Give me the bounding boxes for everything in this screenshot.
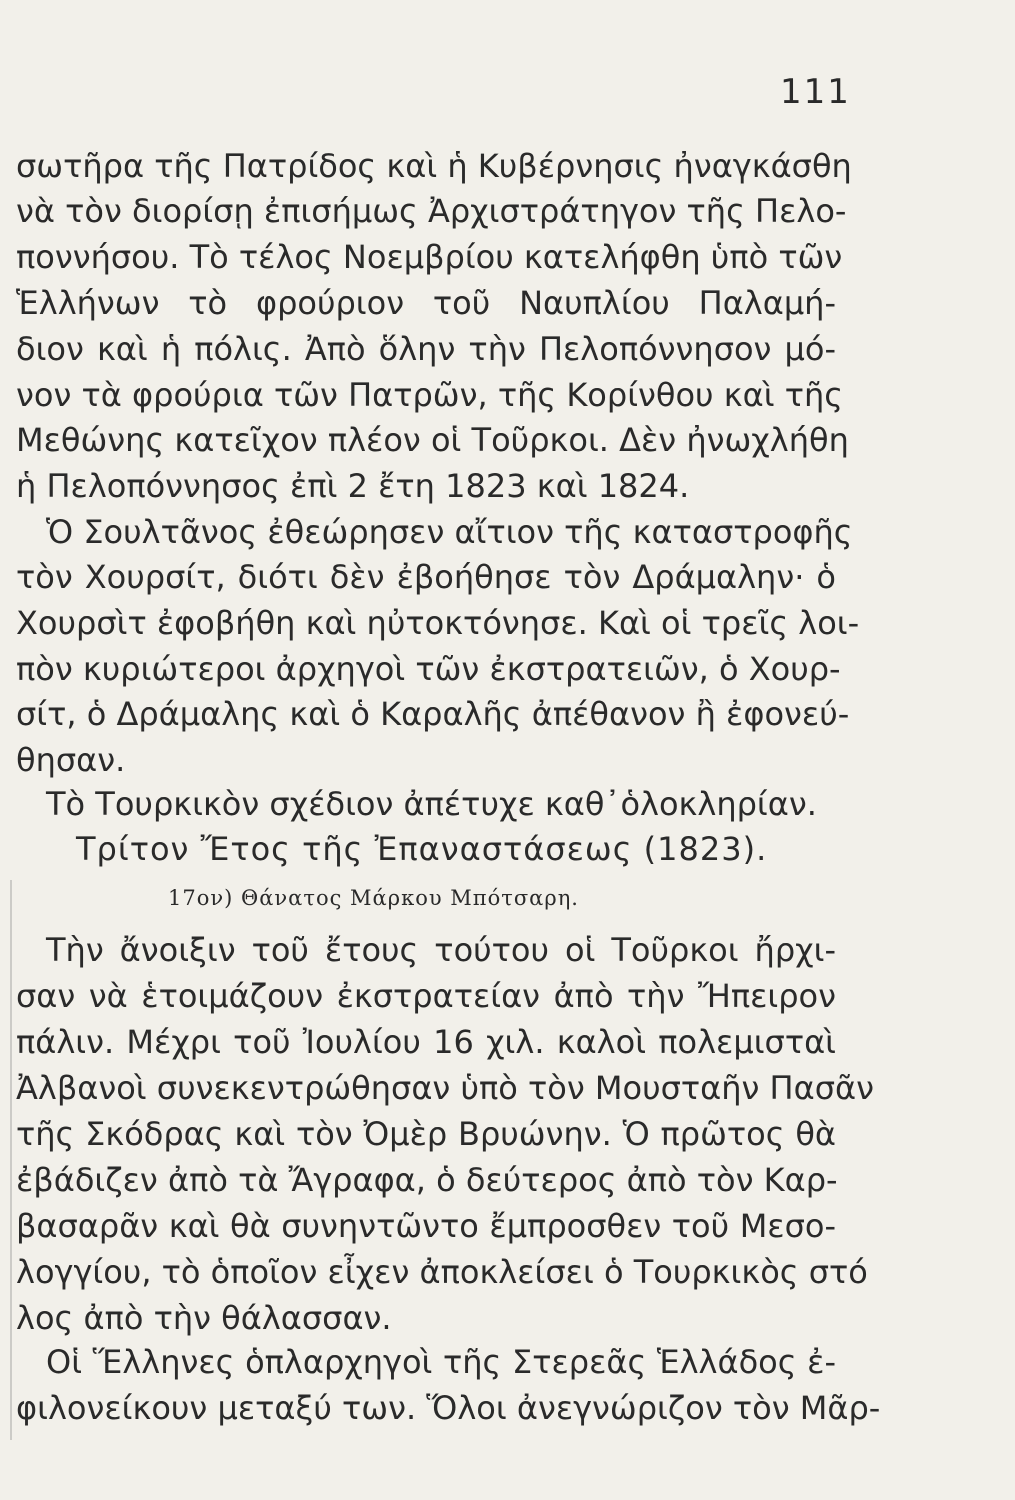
text-line: σαν νὰ ἑτοιμάζουν ἐκστρατείαν ἀπὸ τὴν Ἤπειρον [16,977,836,1015]
text-line: πάλιν. Μέχρι τοῦ Ἰουλίου 16 χιλ. καλοὶ πολεμισταὶ [16,1023,836,1061]
text-line: Ὁ Σουλτᾶνος ἐθεώρησεν αἴτιον τῆς καταστροφῆς [46,513,853,551]
text-line: πὸν κυριώτεροι ἀρχηγοὶ τῶν ἐκστρατειῶν, ὁ Χουρ- [16,650,841,688]
text-line: βασαρᾶν καὶ θὰ συνηντῶντο ἔμπροσθεν τοῦ Μεσο- [16,1207,836,1245]
section-heading: Τρίτον Ἔτος τῆς Ἐπαναστάσεως (1823). [76,830,768,868]
text-line: Οἱ Ἕλληνες ὁπλαρχηγοὶ τῆς Στερεᾶς Ἑλλάδος ἐ- [46,1343,836,1381]
text-line: φιλονείκουν μεταξύ των. Ὅλοι ἀνεγνώριζον τὸν Μᾶρ- [16,1389,881,1427]
page-number: 111 [780,72,851,112]
text-line: τὸν Χουρσίτ, διότι δὲν ἐβοήθησε τὸν Δράμαλην· ὁ [16,558,836,596]
margin-mark [10,880,12,1440]
text-line: θησαν. [16,741,126,779]
text-line: νὰ τὸν διορίσῃ ἐπισήμως Ἀρχιστράτηγον τῆς Πελο- [16,192,847,230]
text-line: Ἑλλήνων τὸ φρούριον τοῦ Ναυπλίου Παλαμή- [16,284,836,322]
text-line: Ἀλβανοὶ συνεκεντρώθησαν ὑπὸ τὸν Μουσταῆν Πασᾶν [16,1069,874,1107]
text-line: σίτ, ὁ Δράμαλης καὶ ὁ Καραλῆς ἀπέθανον ἢ ἐφονεύ- [16,695,850,733]
text-line: νον τὰ φρούρια τῶν Πατρῶν, τῆς Κορίνθου καὶ τῆς [16,376,844,414]
text-line: τῆς Σκόδρας καὶ τὸν Ὀμὲρ Βρυώνην. Ὁ πρῶτος θὰ [16,1115,836,1153]
text-line: σωτῆρα τῆς Πατρίδος καὶ ἡ Κυβέρνησις ἠναγκάσθη [16,147,852,185]
text-line: Τὴν ἄνοιξιν τοῦ ἔτους τούτου οἱ Τοῦρκοι ἤρχι- [46,931,836,969]
text-line: ποννήσου. Τὸ τέλος Νοεμβρίου κατελήφθη ὑπὸ τῶν [16,238,843,276]
text-line: Μεθώνης κατεῖχον πλέον οἱ Τοῦρκοι. Δὲν ἠνωχλήθη [16,421,849,459]
text-line: Χουρσὶτ ἐφοβήθη καὶ ηὐτοκτόνησε. Καὶ οἱ τρεῖς λοι- [16,604,860,642]
text-line: διον καὶ ἡ πόλις. Ἀπὸ ὅλην τὴν Πελοπόννησον μό- [16,330,836,368]
text-line: ἡ Πελοπόννησος ἐπὶ 2 ἔτη 1823 καὶ 1824. [16,467,690,505]
section-subheading: 17ον) Θάνατος Μάρκου Μπότσαρη. [168,886,579,910]
paragraph-3: Τὸ Τουρκικὸν σχέδιον ἀπέτυχε καθ᾽ὁλοκληρίαν. [46,785,817,823]
text-line: λος ἀπὸ τὴν θάλασσαν. [16,1299,392,1337]
text-line: ἐβάδιζεν ἀπὸ τὰ Ἄγραφα, ὁ δεύτερος ἀπὸ τὸν Καρ- [16,1161,838,1199]
text-line: λογγίου, τὸ ὁποῖον εἶχεν ἀποκλείσει ὁ Τουρκικὸς στό [16,1253,868,1291]
